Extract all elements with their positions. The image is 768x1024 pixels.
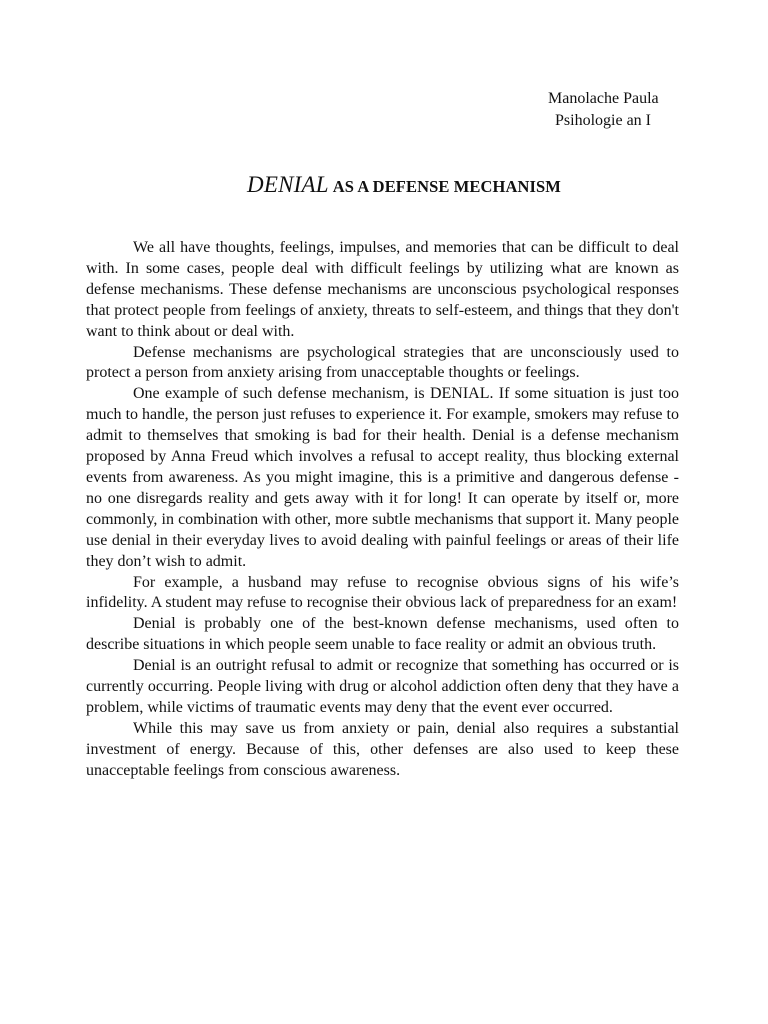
paragraph: While this may save us from anxiety or pain, denial also requires a substantial investment of energy. Because of this, other defenses are also used to keep these unacceptable feelings from conscious awareness.: [86, 719, 679, 779]
document-title: [0, 172, 768, 198]
course-label: Psihologie an I: [555, 111, 651, 129]
paragraph: We all have thoughts, feelings, impulses, and memories that can be difficult to deal with. In some cases, people deal with difficult feelings by utilizing what are known as defense mechanisms. These defense mechanisms are unconscious psychological responses that protect people from feelings of anxiety, threats to self-esteem, and things that they don't want to think about or deal with.: [86, 239, 679, 340]
author-block: [548, 88, 659, 131]
paragraph: Defense mechanisms are psychological strategies that are unconsciously used to protect a person from anxiety arising from unacceptable thoughts or feelings.: [86, 343, 679, 382]
paragraph: Denial is probably one of the best-known defense mechanisms, used often to describe situations in which people seem unable to face reality or admit an obvious truth.: [86, 615, 679, 654]
paragraph: One example of such defense mechanism, is DENIAL. If some situation is just too much to handle, the person just refuses to experience it. For example, smokers may refuse to admit to themselves that smoking is bad for their health. Denial is a defense mechanism proposed by Anna Freud which involves a refusal to accept reality, thus blocking external events from awareness. As you might imagine, this is a primitive and dangerous defense - no one disregards reality and gets away with it for long! It can operate by itself or, more commonly, in combination with other, more subtle mechanisms that support it. Many people use denial in their everyday lives to avoid dealing with painful feelings or areas of their life they don’t wish to admit.: [86, 385, 679, 570]
paragraph: For example, a husband may refuse to recognise obvious signs of his wife’s infidelity. A student may refuse to recognise their obvious lack of preparedness for an exam!: [86, 573, 679, 612]
title-main: DENIAL: [247, 172, 329, 197]
body-text: [86, 238, 679, 782]
title-rest: AS A DEFENSE MECHANISM: [332, 177, 561, 196]
paragraph: Denial is an outright refusal to admit or recognize that something has occurred or is currently occurring. People living with drug or alcohol addiction often deny that they have a problem, while victims of traumatic events may deny that the event ever occurred.: [86, 657, 679, 716]
author-name: Manolache Paula: [548, 90, 659, 107]
